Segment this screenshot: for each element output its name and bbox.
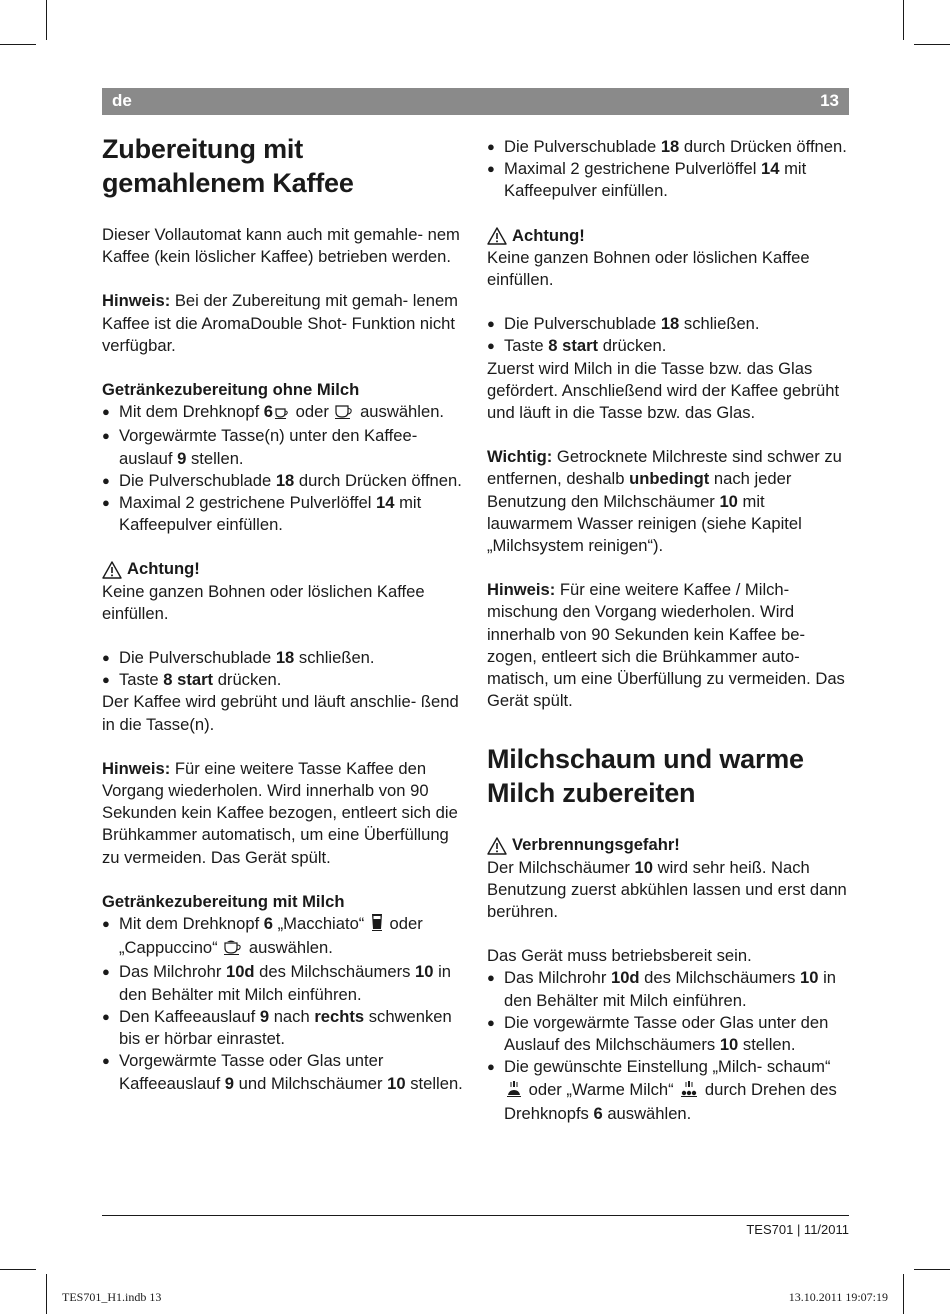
- note-text: Bei der Zubereitung mit gemah- lenem Kaffee ist die AromaDouble Shot- Funktion nicht verfügbar.: [102, 291, 458, 355]
- warning-text: Keine ganzen Bohnen oder löslichen Kaffee einfüllen.: [102, 581, 425, 623]
- print-slug-file: TES701_H1.indb 13: [62, 1290, 162, 1304]
- crop-mark: [903, 1274, 904, 1314]
- list-item: ● Taste 8 start drücken.: [102, 669, 470, 691]
- list-item: ● Die Pulverschublade 18 schließen.: [487, 313, 852, 335]
- note-label: Hinweis:: [102, 291, 171, 311]
- page-number: 13: [820, 91, 839, 110]
- list-item: ● Mit dem Drehknopf 6 „Macchiato“ oder „Cappuccino“ auswählen.: [102, 913, 470, 961]
- language-code: de: [112, 91, 132, 110]
- footer-rule: [102, 1215, 849, 1216]
- step-list: [102, 647, 470, 691]
- subheading: Getränkezubereitung mit Milch: [102, 891, 345, 911]
- note-paragraph: [102, 290, 470, 357]
- left-column: [102, 128, 470, 1095]
- large-cup-icon: [335, 403, 353, 425]
- result-paragraph: Zuerst wird Milch in die Tasse bzw. das Glas gefördert. Anschließend wird der Kaffee gebrüht und läuft in die Tasse bzw. das Glas.: [487, 358, 840, 423]
- list-item: ● Maximal 2 gestrichene Pulverlöffel 14 mit Kaffeepulver einfüllen.: [102, 492, 470, 536]
- list-item: ● Maximal 2 gestrichene Pulverlöffel 14 mit Kaffeepulver einfüllen.: [487, 158, 852, 202]
- footer-model-date: TES701 | 11/2011: [746, 1222, 849, 1237]
- note-paragraph: Hinweis: Für eine weitere Kaffee / Milch- mischung den Vorgang wiederholen. Wird innerhalb von 90 Sekunden kein Kaffee be- zogen, entleert sich die Brühkammer auto- matisch, um eine Überfüllung zu vermeiden. Das Gerät spült.: [487, 580, 845, 711]
- list-item: ● Vorgewärmte Tasse oder Glas unter Kaffeeauslauf 9 und Milchschäumer 10 stellen.: [102, 1050, 470, 1094]
- list-item: ● Vorgewärmte Tasse(n) unter den Kaffee- auslauf 9 stellen.: [102, 425, 470, 469]
- precondition-text: Das Gerät muss betriebsbereit sein.: [487, 946, 752, 966]
- note-paragraph: Hinweis: Für eine weitere Tasse Kaffee den Vorgang wiederholen. Wird innerhalb von 90 Sekunden kein Kaffee bezogen, entleert sich die Brühkammer automatisch, um eine Überfüllung zu vermeiden. Das Gerät spült.: [102, 758, 458, 867]
- section-title: Zubereitung mit gemahlenem Kaffee: [102, 134, 354, 198]
- warning-triangle-icon: [102, 561, 122, 579]
- crop-mark: [46, 0, 47, 40]
- step-list: [487, 967, 852, 1124]
- list-item: ● Die Pulverschublade 18 schließen.: [102, 647, 470, 669]
- section-title: Milchschaum und warme Milch zubereiten: [487, 744, 804, 809]
- list-item: ● Das Milchrohr 10d des Milchschäumers 10 in den Behälter mit Milch einführen.: [487, 967, 852, 1011]
- important-paragraph: Wichtig: Getrocknete Milchreste sind schwer zu entfernen, deshalb unbedingt nach jeder Benutzung den Milchschäumer 10 mit lauwarmem Wasser reinigen (siehe Kapitel „Milchsystem reinigen“).: [487, 447, 842, 556]
- warning-heading: Verbrennungsgefahr!: [487, 834, 852, 856]
- page-header-bar: [102, 88, 849, 115]
- warm-milk-icon: [680, 1081, 698, 1103]
- milk-foam-icon: [506, 1081, 522, 1103]
- list-item: ● Das Milchrohr 10d des Milchschäumers 10 in den Behälter mit Milch einführen.: [102, 961, 470, 1005]
- step-list: [487, 313, 852, 357]
- crop-mark: [0, 44, 36, 45]
- intro-paragraph: Dieser Vollautomat kann auch mit gemahle- nem Kaffee (kein löslicher Kaffee) betrieben werden.: [102, 225, 460, 267]
- warning-text: Der Milchschäumer 10 wird sehr heiß. Nach Benutzung zuerst abkühlen lassen und erst dann berühren.: [487, 857, 847, 922]
- step-list: [102, 401, 470, 536]
- crop-mark: [903, 0, 904, 40]
- print-slug-timestamp: 13.10.2011 19:07:19: [788, 1290, 888, 1304]
- list-item: ● Den Kaffeeauslauf 9 nach rechts schwenken bis er hörbar einrastet.: [102, 1006, 470, 1050]
- list-item: ● Taste 8 start drücken.: [487, 335, 852, 357]
- crop-mark: [914, 44, 950, 45]
- warning-heading: Achtung!: [102, 558, 470, 580]
- crop-mark: [0, 1269, 36, 1270]
- list-item: ● Die vorgewärmte Tasse oder Glas unter den Auslauf des Milchschäumers 10 stellen.: [487, 1012, 852, 1056]
- crop-mark: [46, 1274, 47, 1314]
- warning-triangle-icon: [487, 837, 507, 855]
- list-item: ● Die gewünschte Einstellung „Milch- schaum“ oder „Warme Milch“ durch Drehen des Drehknopfs 6 auswählen.: [487, 1056, 852, 1125]
- right-column: [487, 136, 852, 1125]
- warning-heading: Achtung!: [487, 225, 852, 247]
- step-list: [102, 913, 470, 1095]
- small-cup-icon: [275, 403, 289, 425]
- crop-mark: [914, 1269, 950, 1270]
- cappuccino-cup-icon: [224, 939, 242, 961]
- list-item: ● Die Pulverschublade 18 durch Drücken öffnen.: [102, 470, 470, 492]
- subheading: Getränkezubereitung ohne Milch: [102, 380, 360, 400]
- macchiato-glass-icon: [371, 913, 383, 937]
- step-list: [487, 136, 852, 203]
- result-paragraph: Der Kaffee wird gebrüht und läuft anschlie- ßend in die Tasse(n).: [102, 692, 459, 734]
- list-item: ● Mit dem Drehknopf 6 oder auswählen.: [102, 401, 470, 425]
- list-item: ● Die Pulverschublade 18 durch Drücken öffnen.: [487, 136, 852, 158]
- warning-text: Keine ganzen Bohnen oder löslichen Kaffee einfüllen.: [487, 247, 810, 290]
- warning-triangle-icon: [487, 227, 507, 245]
